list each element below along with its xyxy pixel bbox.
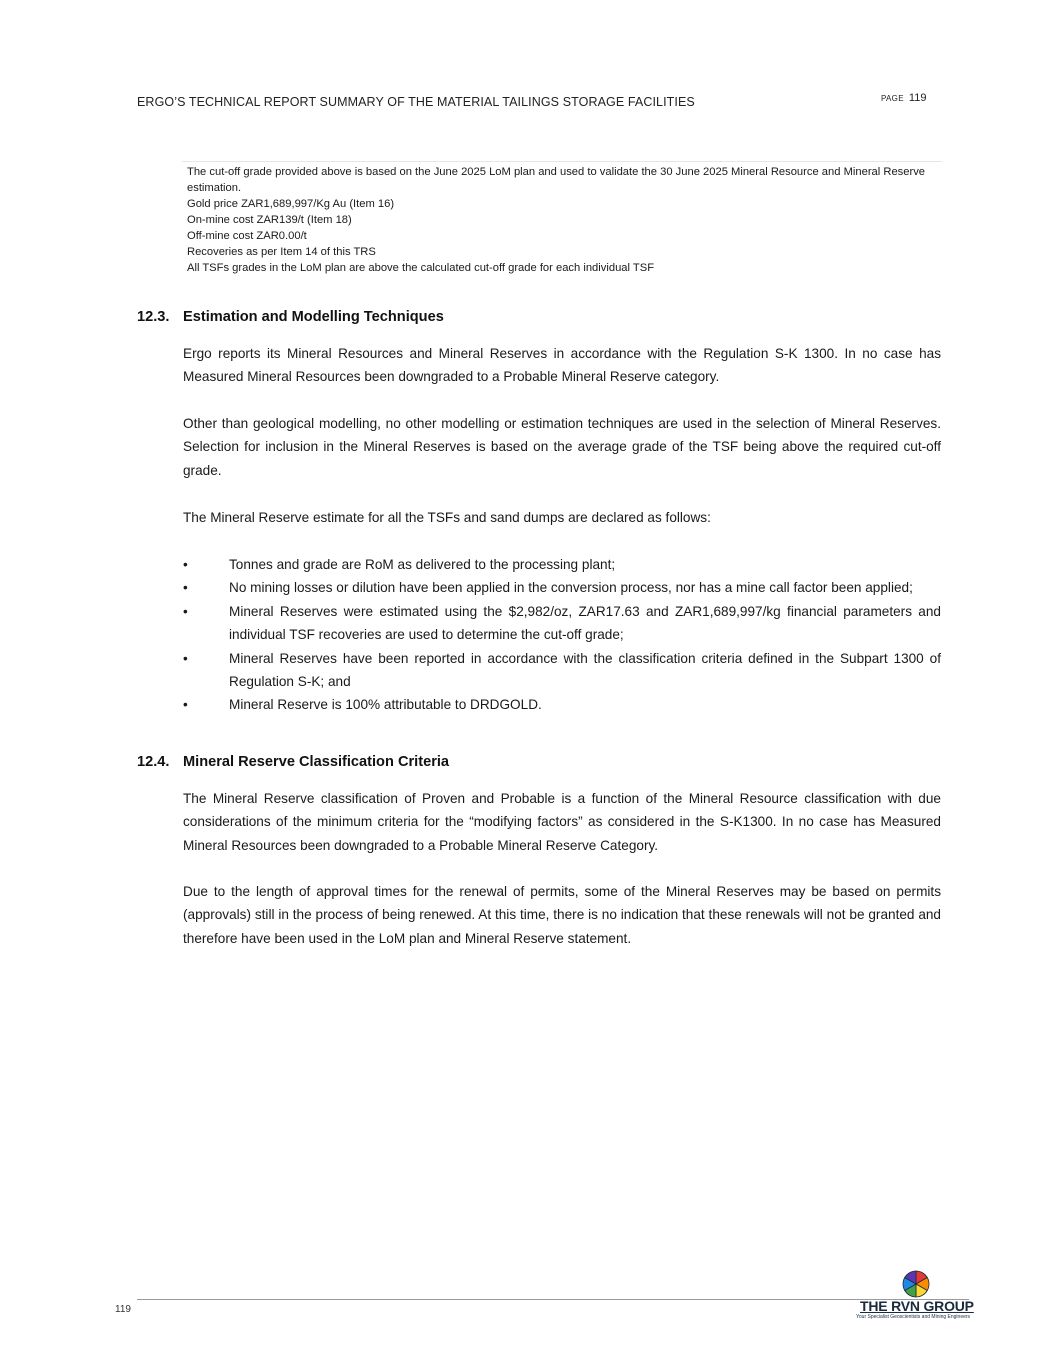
page-number: 119 <box>908 92 927 104</box>
list-item-text: Mineral Reserves have been reported in accordance with the classification criteria defined in the Subpart 1300 of Regulation S-K; and <box>229 650 941 690</box>
list-item <box>183 693 941 716</box>
note-line: On-mine cost ZAR139/t (Item 18) <box>187 214 352 226</box>
bullet-list <box>183 553 941 717</box>
bullet-symbol: • <box>183 603 188 619</box>
section-heading-12-4 <box>137 754 449 770</box>
rvn-group-logo <box>852 1269 978 1325</box>
cutoff-grade-notes <box>182 161 942 276</box>
section-number: 12.4. <box>137 754 170 770</box>
paragraph: Due to the length of approval times for the renewal of permits, some of the Mineral Reserves may be based on permits (approvals) still in the process of being renewed. At this time, there is no indication that these renewals will not be granted and therefore have been used in the LoM plan and Mineral Reserve statement. <box>183 884 941 946</box>
paragraph: The Mineral Reserve estimate for all the TSFs and sand dumps are declared as follows: <box>183 510 711 525</box>
list-item <box>183 553 941 576</box>
paragraph: Ergo reports its Mineral Resources and Mineral Reserves in accordance with the Regulation S-K 1300. In no case has Measured Mineral Resources been downgraded to a Probable Mineral Reserve category. <box>183 346 941 385</box>
list-item-text: Mineral Reserve is 100% attributable to DRDGOLD. <box>229 697 542 713</box>
bullet-symbol: • <box>183 557 188 572</box>
list-item-text: Tonnes and grade are RoM as delivered to the processing plant; <box>229 557 616 572</box>
bullet-symbol: • <box>183 580 188 596</box>
logo-pie-icon <box>901 1269 931 1299</box>
note-line: Recoveries as per Item 14 of this TRS <box>187 246 376 258</box>
list-item-text: Mineral Reserves were estimated using the $2,982/oz, ZAR17.63 and ZAR1,689,997/kg financial parameters and individual TSF recoveries are used to determine the cut-off grade; <box>229 603 941 643</box>
paragraph: Other than geological modelling, no other modelling or estimation techniques are used in the selection of Mineral Reserves. Selection for inclusion in the Mineral Reserves is based on the average grade of the TSF being above the required cut-off grade. <box>183 416 941 478</box>
list-item <box>183 576 941 599</box>
list-item-text: No mining losses or dilution have been applied in the conversion process, nor has a mine call factor been applied; <box>229 580 913 596</box>
logo-name: THE RVN GROUP <box>860 1298 974 1314</box>
section-heading-12-3 <box>137 309 444 325</box>
logo-tagline: Your Specialist Geoscientists and Mining Engineers <box>856 1314 971 1320</box>
footer-divider <box>137 1299 969 1300</box>
note-line: Off-mine cost ZAR0.00/t <box>187 230 307 242</box>
section-title: Mineral Reserve Classification Criteria <box>183 754 450 770</box>
list-item <box>183 600 941 647</box>
page-label: PAGE <box>881 94 904 103</box>
section-title: Estimation and Modelling Techniques <box>183 309 444 325</box>
bullet-symbol: • <box>183 697 188 713</box>
section-number: 12.3. <box>137 309 170 325</box>
report-header-title: ERGO’S TECHNICAL REPORT SUMMARY OF THE MATERIAL TAILINGS STORAGE FACILITIES <box>137 95 695 109</box>
note-line: The cut-off grade provided above is based on the June 2025 LoM plan and used to validate the 30 June 2025 Mineral Resource and Mineral Reserve estimation. <box>187 166 926 194</box>
footer-page-number: 119 <box>115 1304 131 1315</box>
list-item <box>183 647 941 694</box>
bullet-symbol: • <box>183 650 188 666</box>
paragraph: The Mineral Reserve classification of Proven and Probable is a function of the Mineral Resource classification with due considerations of the minimum criteria for the “modifying factors” as considered in the S-K1300. In no case has Measured Mineral Resources been downgraded to a Probable Mineral Reserve Category. <box>183 791 941 853</box>
note-line: All TSFs grades in the LoM plan are above the calculated cut-off grade for each individual TSF <box>187 262 655 274</box>
note-line: Gold price ZAR1,689,997/Kg Au (Item 16) <box>187 198 395 210</box>
header-page-number <box>881 92 926 104</box>
